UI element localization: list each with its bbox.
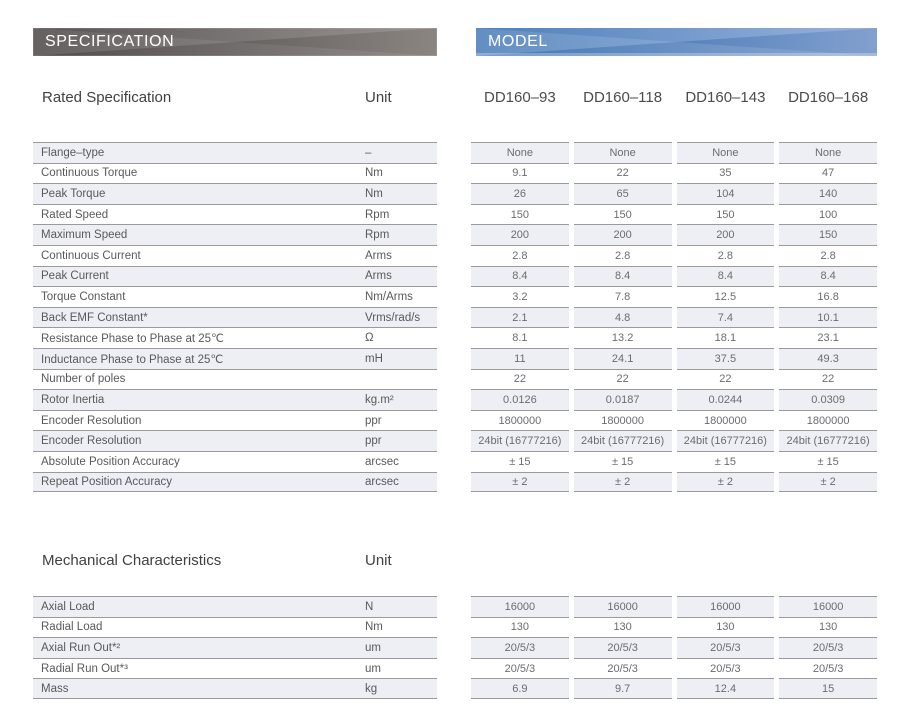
value-row (471, 183, 877, 204)
value-row (471, 658, 877, 679)
value-cell: ± 2 (677, 472, 775, 493)
spec-row (33, 596, 437, 617)
spec-row-unit: um (365, 662, 381, 675)
value-cell: 4.8 (574, 307, 672, 328)
spec-row-unit: Nm (365, 167, 383, 180)
value-row (471, 327, 877, 348)
value-cell: 150 (574, 204, 672, 225)
unit-heading-mechanical: Unit (365, 552, 392, 569)
spec-row-label: Radial Run Out*³ (41, 662, 128, 675)
value-cell: 22 (677, 369, 775, 390)
value-cell: 24bit (16777216) (574, 430, 672, 451)
value-cell: 49.3 (779, 348, 877, 369)
spec-row (33, 204, 437, 225)
value-row (471, 266, 877, 287)
spec-row-unit: mH (365, 352, 383, 365)
value-cell: 12.5 (677, 286, 775, 307)
value-row (471, 142, 877, 163)
value-cell: 8.4 (574, 266, 672, 287)
spec-row (33, 163, 437, 184)
spec-row-label: Inductance Phase to Phase at 25℃ (41, 353, 224, 366)
value-cell: 7.8 (574, 286, 672, 307)
spec-row-label: Peak Torque (41, 187, 106, 200)
value-row (471, 472, 877, 493)
spec-row (33, 389, 437, 410)
value-cell: 20/5/3 (574, 637, 672, 658)
value-cell: 24bit (16777216) (677, 430, 775, 451)
value-cell: 8.1 (471, 327, 569, 348)
spec-row (33, 451, 437, 472)
value-cell: ± 15 (779, 451, 877, 472)
rated-specification-heading: Rated Specification (42, 89, 172, 106)
spec-row-unit: – (365, 146, 372, 159)
spec-row-label: Rotor Inertia (41, 393, 105, 406)
value-cell: 104 (677, 183, 775, 204)
model-banner (476, 28, 877, 56)
value-cell: 20/5/3 (471, 658, 569, 679)
value-cell: 2.8 (471, 245, 569, 266)
value-cell: 6.9 (471, 678, 569, 699)
value-cell: 8.4 (471, 266, 569, 287)
value-cell: 130 (677, 617, 775, 638)
spec-row-label: Maximum Speed (41, 229, 128, 242)
value-cell: 24bit (16777216) (779, 430, 877, 451)
spec-row (33, 245, 437, 266)
spec-row-unit: Arms (365, 270, 392, 283)
value-cell: 9.7 (574, 678, 672, 699)
value-cell: 0.0126 (471, 389, 569, 410)
value-cell: 0.0309 (779, 389, 877, 410)
value-cell: 22 (471, 369, 569, 390)
value-cell: 9.1 (471, 163, 569, 184)
spec-row (33, 637, 437, 658)
specification-banner-title: SPECIFICATION (45, 33, 175, 50)
model-name-dd160-93: DD160–93 (484, 89, 556, 106)
value-row (471, 348, 877, 369)
value-cell: 8.4 (677, 266, 775, 287)
value-cell: 0.0244 (677, 389, 775, 410)
spec-row-label: Peak Current (41, 270, 109, 283)
spec-row-unit: Nm/Arms (365, 290, 413, 303)
value-cell: 20/5/3 (779, 637, 877, 658)
spec-row-label: Number of poles (41, 373, 126, 386)
value-cell: 20/5/3 (677, 658, 775, 679)
spec-row-label: Torque Constant (41, 290, 126, 303)
value-cell: 65 (574, 183, 672, 204)
spec-row-label: Mass (41, 682, 69, 695)
value-cell: 13.2 (574, 327, 672, 348)
value-cell: None (471, 142, 569, 163)
mechanical-characteristics-heading: Mechanical Characteristics (42, 552, 222, 569)
value-row (471, 369, 877, 390)
value-cell: 150 (779, 224, 877, 245)
mechanical-label-table (33, 596, 437, 699)
value-cell: 2.1 (471, 307, 569, 328)
spec-row-unit: Ω (365, 332, 374, 345)
value-cell: 130 (779, 617, 877, 638)
value-cell: 47 (779, 163, 877, 184)
spec-row-label: Resistance Phase to Phase at 25℃ (41, 333, 224, 346)
value-cell: 200 (574, 224, 672, 245)
value-row (471, 286, 877, 307)
value-row (471, 410, 877, 431)
value-cell: 2.8 (677, 245, 775, 266)
value-cell: 1800000 (574, 410, 672, 431)
spec-row-unit: Arms (365, 249, 392, 262)
spec-row (33, 369, 437, 390)
spec-row (33, 183, 437, 204)
value-cell: 0.0187 (574, 389, 672, 410)
value-row (471, 596, 877, 617)
value-cell: 11 (471, 348, 569, 369)
spec-row-unit: Nm (365, 187, 383, 200)
spec-row (33, 472, 437, 493)
spec-row-unit: um (365, 641, 381, 654)
spec-row-label: Repeat Position Accuracy (41, 475, 173, 488)
model-name-dd160-168: DD160–168 (788, 89, 869, 106)
value-cell: 37.5 (677, 348, 775, 369)
value-cell: 20/5/3 (677, 637, 775, 658)
value-cell: ± 2 (471, 472, 569, 493)
value-cell: 150 (677, 204, 775, 225)
spec-row-unit: Nm (365, 621, 383, 634)
value-cell: 20/5/3 (779, 658, 877, 679)
spec-row-label: Absolute Position Accuracy (41, 455, 180, 468)
spec-row-label: Rated Speed (41, 208, 109, 221)
spec-row (33, 410, 437, 431)
spec-row-label: Radial Load (41, 621, 103, 634)
spec-row-label: Continuous Torque (41, 167, 138, 180)
value-cell: 3.2 (471, 286, 569, 307)
spec-row-unit: arcsec (365, 455, 399, 468)
value-row (471, 224, 877, 245)
spec-row-label: Continuous Current (41, 249, 141, 262)
value-cell: ± 15 (677, 451, 775, 472)
model-name-dd160-118: DD160–118 (583, 89, 663, 106)
spec-row (33, 224, 437, 245)
spec-row (33, 430, 437, 451)
spec-row-unit: kg.m² (365, 393, 394, 406)
value-cell: 1800000 (471, 410, 569, 431)
model-name-dd160-143: DD160–143 (685, 89, 766, 106)
value-row (471, 430, 877, 451)
value-cell: 22 (574, 369, 672, 390)
value-cell: 24.1 (574, 348, 672, 369)
spec-row-label: Flange–type (41, 146, 105, 159)
value-cell: 16000 (779, 596, 877, 617)
spec-row-unit: N (365, 600, 374, 613)
spec-row-label: Encoder Resolution (41, 414, 142, 427)
value-cell: 16000 (677, 596, 775, 617)
spec-row (33, 348, 437, 369)
value-cell: 12.4 (677, 678, 775, 699)
value-cell: None (677, 142, 775, 163)
value-cell: 20/5/3 (471, 637, 569, 658)
value-cell: None (779, 142, 877, 163)
rated-spec-values-table (471, 142, 877, 492)
spec-row (33, 266, 437, 287)
value-row (471, 389, 877, 410)
value-cell: 16.8 (779, 286, 877, 307)
value-cell: 7.4 (677, 307, 775, 328)
unit-heading-rated: Unit (365, 89, 392, 106)
value-cell: 35 (677, 163, 775, 184)
value-row (471, 307, 877, 328)
value-cell: 23.1 (779, 327, 877, 348)
spec-row-unit: Rpm (365, 229, 390, 242)
spec-row-unit: kg (365, 682, 378, 695)
spec-row (33, 327, 437, 348)
spec-row (33, 142, 437, 163)
value-cell: 150 (471, 204, 569, 225)
value-cell: 100 (779, 204, 877, 225)
spec-row (33, 678, 437, 699)
value-cell: 22 (574, 163, 672, 184)
spec-row-unit: ppr (365, 414, 382, 427)
value-cell: 16000 (574, 596, 672, 617)
spec-row (33, 617, 437, 638)
value-cell: 200 (677, 224, 775, 245)
value-cell: 20/5/3 (574, 658, 672, 679)
value-row (471, 245, 877, 266)
value-cell: 2.8 (779, 245, 877, 266)
mechanical-values-table (471, 596, 877, 699)
spec-row-label: Encoder Resolution (41, 435, 142, 448)
spec-row (33, 307, 437, 328)
value-cell: 1800000 (677, 410, 775, 431)
spec-row-unit: arcsec (365, 475, 399, 488)
value-cell: 130 (471, 617, 569, 638)
value-cell: ± 15 (574, 451, 672, 472)
value-cell: 18.1 (677, 327, 775, 348)
value-row (471, 617, 877, 638)
spec-row-unit: Rpm (365, 208, 390, 221)
value-row (471, 451, 877, 472)
value-cell: ± 2 (779, 472, 877, 493)
spec-row-unit: Vrms/rad/s (365, 311, 421, 324)
value-cell: 24bit (16777216) (471, 430, 569, 451)
value-row (471, 678, 877, 699)
value-row (471, 204, 877, 225)
value-cell: 8.4 (779, 266, 877, 287)
spec-row-label: Axial Run Out*² (41, 641, 121, 654)
value-cell: 22 (779, 369, 877, 390)
spec-row-label: Back EMF Constant* (41, 311, 148, 324)
spec-row-label: Axial Load (41, 600, 95, 613)
spec-row-unit: ppr (365, 435, 382, 448)
value-cell: 15 (779, 678, 877, 699)
model-header-row (471, 89, 877, 106)
rated-spec-label-table (33, 142, 437, 492)
value-cell: ± 15 (471, 451, 569, 472)
value-cell: 200 (471, 224, 569, 245)
value-row (471, 163, 877, 184)
value-cell: None (574, 142, 672, 163)
value-cell: 1800000 (779, 410, 877, 431)
value-cell: 130 (574, 617, 672, 638)
value-cell: 2.8 (574, 245, 672, 266)
value-cell: 140 (779, 183, 877, 204)
spec-row (33, 658, 437, 679)
spec-row (33, 286, 437, 307)
value-cell: 10.1 (779, 307, 877, 328)
value-cell: 26 (471, 183, 569, 204)
value-cell: 16000 (471, 596, 569, 617)
value-cell: ± 2 (574, 472, 672, 493)
specification-banner (33, 28, 437, 56)
value-row (471, 637, 877, 658)
model-banner-title: MODEL (488, 33, 548, 50)
